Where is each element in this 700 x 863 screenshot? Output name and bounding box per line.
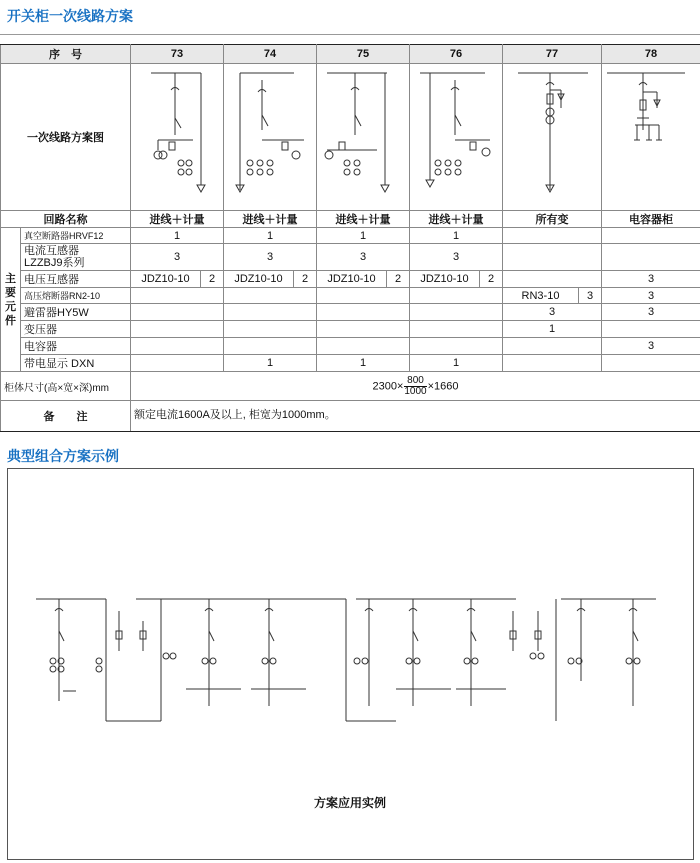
component-value: 3 — [224, 244, 317, 271]
component-value — [131, 288, 224, 304]
component-value — [317, 304, 410, 321]
component-row — [1, 244, 700, 271]
component-value — [317, 321, 410, 338]
diagram-cell-76 — [410, 64, 503, 211]
component-value: 1 — [317, 228, 410, 244]
dimension-label: 柜体尺寸(高×宽×深)mm — [1, 372, 131, 401]
circuit-value: 所有变 — [503, 211, 602, 228]
example-panel-7 — [456, 599, 506, 706]
component-row — [1, 288, 700, 304]
group-label: 主 要 元 件 — [1, 228, 21, 372]
header-col: 74 — [224, 45, 317, 64]
example-panel-6 — [406, 599, 420, 706]
section-title-examples: 典型组合方案示例 — [7, 448, 119, 464]
component-value: 1 — [224, 355, 317, 372]
component-value — [131, 355, 224, 372]
component-value — [503, 271, 602, 288]
component-name: 真空断路器HRVF12 — [21, 228, 131, 244]
component-value: 1 — [131, 228, 224, 244]
circuit-value: 进线＋计量 — [224, 211, 317, 228]
component-value — [410, 321, 503, 338]
component-row — [1, 338, 700, 355]
component-value: 1 — [317, 355, 410, 372]
note-text: 额定电流1600A及以上, 柜宽为1000mm。 — [131, 401, 700, 432]
header-col: 76 — [410, 45, 503, 64]
component-row — [1, 355, 700, 372]
component-value: 3 — [602, 271, 700, 288]
note-row — [1, 401, 700, 432]
component-value — [410, 338, 503, 355]
component-value — [410, 304, 503, 321]
component-name: 高压熔断器RN2-10 — [21, 288, 131, 304]
component-name: 电压互感器 — [21, 271, 131, 288]
diagram-cell-73 — [131, 64, 224, 211]
circuit-value: 进线＋计量 — [317, 211, 410, 228]
component-name: 避雷器HY5W — [21, 304, 131, 321]
component-split: JDZ10-10 2 — [317, 271, 410, 288]
component-value — [224, 304, 317, 321]
component-value — [131, 338, 224, 355]
component-value — [224, 338, 317, 355]
component-name: 变压器 — [21, 321, 131, 338]
component-split: JDZ10-10 2 — [224, 271, 317, 288]
component-value — [602, 244, 700, 271]
component-value — [503, 338, 602, 355]
component-row — [1, 228, 700, 244]
component-value: 3 — [131, 244, 224, 271]
diagram-row — [1, 64, 700, 211]
example-panel-10 — [626, 599, 640, 706]
circuit-value: 电容器柜 — [602, 211, 700, 228]
component-value — [503, 244, 602, 271]
header-col: 73 — [131, 45, 224, 64]
component-value — [317, 338, 410, 355]
circuit-label: 回路名称 — [1, 211, 131, 228]
dimension-row — [1, 372, 700, 401]
section-title-schemes: 开关柜一次线路方案 — [7, 8, 133, 24]
diagram-cell-74 — [224, 64, 317, 211]
component-value: 3 — [602, 338, 700, 355]
diagram-cell-75 — [317, 64, 410, 211]
scheme-table — [0, 44, 700, 432]
component-value — [602, 355, 700, 372]
component-value: 1 — [503, 321, 602, 338]
dimension-value: 2300× $\frac{800}{1000}$ ×1660 — [131, 372, 700, 401]
component-value: 1 — [224, 228, 317, 244]
component-value — [224, 321, 317, 338]
header-label: 序 号 — [1, 45, 131, 64]
component-value: 3 — [317, 244, 410, 271]
component-value: 1 — [410, 228, 503, 244]
component-value: 3 — [410, 244, 503, 271]
circuit-value: 进线＋计量 — [410, 211, 503, 228]
table-header-row — [1, 45, 700, 64]
example-panel-1 — [50, 599, 76, 701]
component-row — [1, 304, 700, 321]
example-caption: 方案应用实例 — [313, 796, 386, 810]
example-panel-8 — [510, 599, 556, 721]
component-value — [503, 355, 602, 372]
component-value — [602, 228, 700, 244]
component-value: 3 — [602, 288, 700, 304]
note-label: 备 注 — [1, 401, 131, 432]
example-panel-4 — [251, 599, 306, 706]
example-panel-9 — [568, 599, 585, 681]
diagram-cell-78 — [602, 64, 700, 211]
component-value — [224, 288, 317, 304]
component-value: 3 — [503, 304, 602, 321]
component-split: RN3-10 3 — [503, 288, 602, 304]
component-value — [602, 321, 700, 338]
title-rule — [0, 34, 700, 35]
component-name: 电容器 — [21, 338, 131, 355]
component-row — [1, 321, 700, 338]
example-panel-5 — [346, 599, 451, 721]
component-value — [131, 304, 224, 321]
component-value: 3 — [602, 304, 700, 321]
component-value — [410, 288, 503, 304]
component-value: 1 — [410, 355, 503, 372]
component-value — [317, 288, 410, 304]
component-value — [503, 228, 602, 244]
circuit-value: 进线＋计量 — [131, 211, 224, 228]
header-col: 78 — [602, 45, 700, 64]
component-name: 带电显示 DXN — [21, 355, 131, 372]
component-split: JDZ10-10 2 — [410, 271, 503, 288]
example-panel-2 — [96, 599, 176, 721]
component-value — [131, 321, 224, 338]
component-split: JDZ10-10 2 — [131, 271, 224, 288]
circuit-row — [1, 211, 700, 228]
header-col: 77 — [503, 45, 602, 64]
example-panel-3 — [186, 599, 241, 706]
component-name: 电流互感器 LZZBJ9系列 — [21, 244, 131, 271]
header-col: 75 — [317, 45, 410, 64]
diagram-cell-77 — [503, 64, 602, 211]
diagram-row-label: 一次线路方案图 — [1, 64, 131, 211]
component-row — [1, 271, 700, 288]
